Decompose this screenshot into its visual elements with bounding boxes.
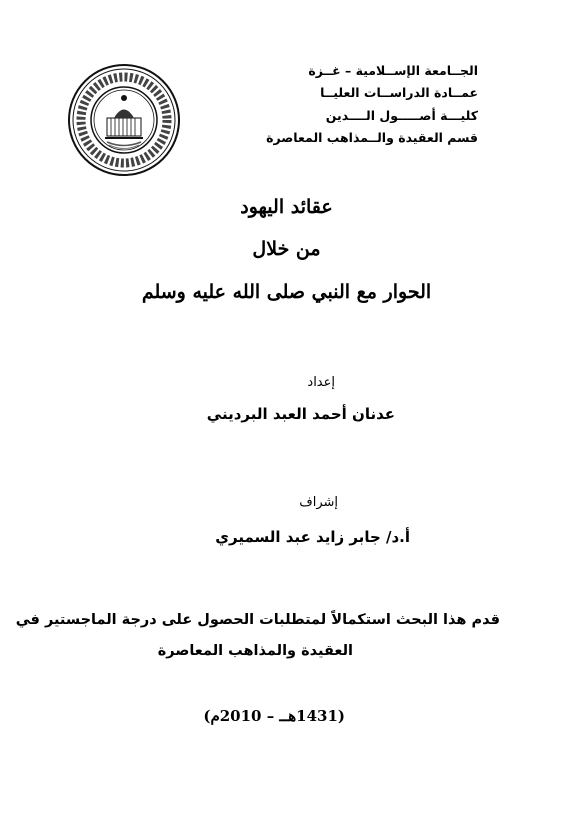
university-seal-icon — [67, 63, 181, 177]
submission-year: (1431هــ – 2010م) — [203, 707, 345, 725]
supervision-label: إشراف — [299, 495, 338, 510]
department-name: قسم العقيدة والــمذاهب المعاصرة — [266, 130, 478, 145]
degree-statement: قدم هذا البحث استكمالاً لمتطلبات الحصول على درجة الماجستير في — [15, 612, 500, 628]
degree-field: العقيدة والمذاهب المعاصرة — [157, 643, 353, 659]
author-name: عدنان أحمد العبد البرديني — [206, 405, 395, 423]
prepared-by-label: إعداد — [307, 375, 335, 390]
thesis-title: عقائد اليهود — [240, 196, 333, 218]
supervisor-name: أ.د/ جابر زايد عبد السميري — [215, 528, 410, 546]
thesis-title-connector: من خلال — [252, 238, 321, 260]
university-name: الجــامعة الإســلامية – غــزة — [308, 63, 478, 78]
graduate-studies-deanship: عمــادة الدراســات العليــا — [320, 85, 478, 100]
thesis-subtitle: الحوار مع النبي صلى الله عليه وسلم — [141, 281, 432, 303]
faculty-name: كليـــة أصـــــول الــــدين — [325, 108, 478, 123]
